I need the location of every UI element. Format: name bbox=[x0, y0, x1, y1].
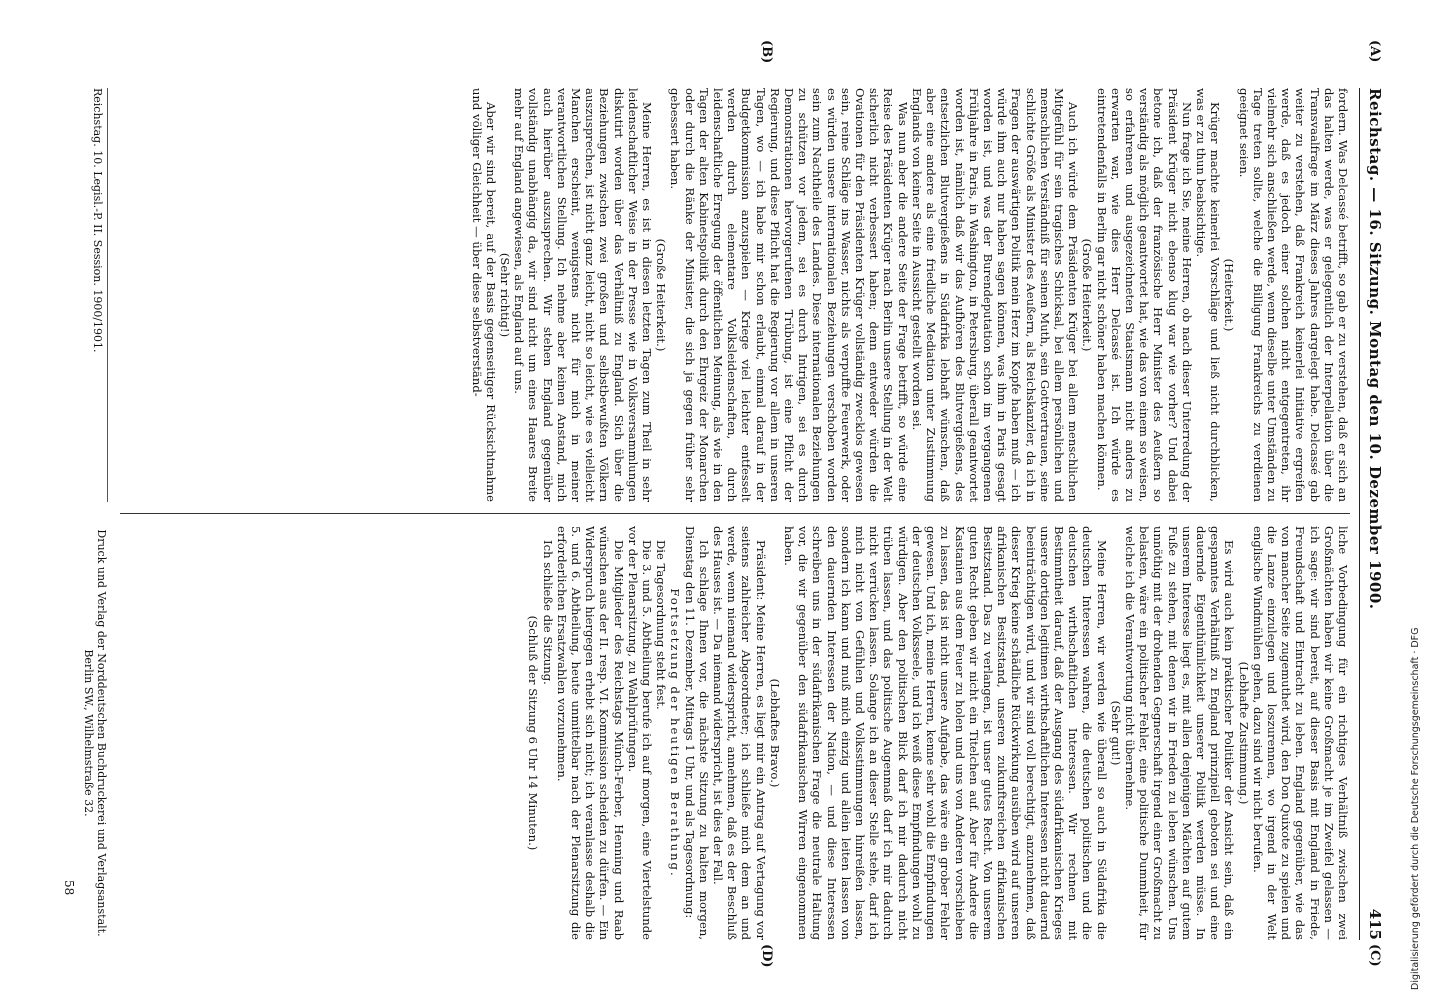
page-number-top: 415 bbox=[1366, 908, 1384, 940]
margin-label-a: (A) bbox=[1367, 40, 1382, 63]
page-header bbox=[1359, 88, 1386, 940]
paragraph: Meine Herren, wir werden wie überall so auch in Südafrika die deutschen Interessen wahren, die deutschen politischen und die deutschen wirthschaftlichen Interessen. Wir rechnen mit Bestimmtheit darauf, daß der Ausgang des südafrikanischen Krieges unsere dortigen legitimen wirthschaftlichen Interessen nicht dauernd beeinträchtigen wird, und wir sind voll berechtigt, anzunehmen, daß dieser Krieg keine schädliche Rückwirkung ausüben wird auf unseren afrikanischen Besitzstand, unseren zukunftsreichen afrikanischen Besitzstand. Das zu verlangen, ist unser gutes Recht. Von unserem guten Recht geben wir nicht ein Titelchen auf. Aber für Andere die Kastanien aus dem Feuer zu holen und uns von Anderen vorschieben zu lassen, das ist nicht unsere Aufgabe, das wäre ein grober Fehler gewesen. Und ich, meine Herren, kenne sehr wohl die Empfindungen der deutschen Volksseele, und ich weiß diese Empfindungen wohl zu würdigen. Aber den politischen Blick darf ich mir dadurch nicht trüben lassen, und das politische Augenmaß darf ich mir dadurch nicht verrücken lassen. Solange ich an dieser Stelle stehe, darf ich mich nicht von Gefühlen und Volksstimmungen hinreißen lassen, sondern ich kann und muß mich einzig und allein leiten lassen von den dauernden Interessen der Nation, — und diese Interessen schreiben uns in der südafrikanischen Frage die neutrale Haltung vor, die wir gegenüber den südafrikanischen Wirren eingenommen haben. bbox=[782, 526, 1109, 940]
dfg-side-note bbox=[1410, 10, 1421, 990]
printer-line-2: Berlin SW., Wilhelmstraße 32. bbox=[82, 649, 95, 817]
agenda-item: Fortsetzung der heutigen Berathung. bbox=[668, 588, 683, 878]
interjection: (Sehr gut!) bbox=[1108, 700, 1123, 766]
right-column bbox=[526, 526, 1350, 940]
footer-session-info: Reichstag. 10. Legisl.-P. II. Session. 1900/1901. bbox=[91, 88, 108, 502]
paragraph: Meine Herren, es ist in diesen letzten Tagen zum Theil in sehr leidenschaftlicher Weise in der Presse wie in Volksversammlungen diskutirt worden über das Verhältniß zu England. Sich über die Beziehungen zwischen zwei großen und selbstbewußten Völkern auszusprechen, ist nicht ganz leicht, nicht so leicht, wie es vielleicht Manchen erscheint, wenigstens nicht für mich in meiner verantwortlichen Stellung. Ich nehme aber keinen Anstand, mich auch hierüber auszusprechen. Wir stehen England gegenüber vollständig unabhängig da, wir sind nicht um eines Haares Breite mehr auf England angewiesen, als England auf uns. bbox=[512, 88, 655, 502]
paragraph: Es wird auch kein praktischer Politiker der Ansicht sein, daß ein gespanntes Verhältniß zu England prinzipiell geboten sei und eine dauernde Eigenthümlichkeit unserer Politik werden müsse. In unserem Interesse liegt es, mit allen denjenigen Mächten auf gutem Fuße zu stehen, mit denen wir in Frieden zu leben wünschen. Uns unnöthig mit der drohenden Gegnerschaft irgend einer Großmacht zu belasten, wäre ein politischer Fehler, eine politische Dummheit, für welche ich die Verantwortung nicht übernehme. bbox=[1122, 526, 1237, 940]
left-column bbox=[469, 88, 1350, 502]
interjection: (Heiterkeit.) bbox=[1222, 258, 1237, 332]
paragraph: Auch ich würde dem Präsidenten Krüger bei allem menschlichen Mitgefühl für sein tragisches Schicksal, bei allem persönlichen und menschlichen Verständniß für seinen Muth, sein Gottvertrauen, seine schlichte Größe als Minister des Aeußern, als Reichskanzler, da ich in Fragen der auswärtigen Politik mein Herz im Kopfe haben muß — ich würde ihm auch nur haben sagen können, was ihm in Paris gesagt worden ist, und was der Burendeputation schon im vergangenen Frühjahre in Paris, in Washington, in Petersburg, überall geantwortet worden ist, nämlich daß wir das Aufhören des Blutvergießens, des entsetzlichen Blutvergießens in Südafrika lebhaft wünschen, daß aber eine andere als eine friedliche Mediation unter Zustimmung Englands von keiner Seite in Aussicht gestellt worden sei. bbox=[909, 88, 1081, 502]
paragraph: Aber wir sind bereit, auf der Basis gegenseitiger Rücksichtnahme und völliger Gleichheit — über diese selbstverständ- bbox=[469, 88, 498, 502]
interjection: (Lebhafte Zustimmung.) bbox=[1236, 661, 1251, 805]
paragraph: fordern. Was Delcassé betrifft, so gab er zu verstehen, daß er sich an das halten werde, was er gelegentlich der Interpellation über die Transvaalfrage im März dieses Jahres dargelegt habe. Delcassé gab weiter zu verstehen, daß Frankreich keinerlei Initiative ergreifen werde, daß es jedoch einer solchen nicht entgegentreten, ihr vielmehr sich anschließen werde, wenn dieselbe unter Umständen zu Tage treten sollte, welche die Billigung Frankreichs zu verdienen geeignet seien. bbox=[1236, 88, 1350, 502]
paragraph: Die Tagesordnung steht fest. bbox=[654, 540, 669, 710]
paragraph: Nun frage ich Sie, meine Herren, ob nach dieser Unterredung der Präsident Krüger nicht ebenso klug war wie vorher? Und dabei betone ich, daß der französische Herr Minister des Aeußern so verständig als möglich geantwortet hat, wie das von einem so weisen, so erfahrenen und ausgezeichneten Staatsmann nicht anders zu erwarten war, wie dies Herr Delcassé ist. Ich würde es eintretendenfalls in Berlin gar nicht schöner haben machen können. bbox=[1094, 88, 1194, 502]
margin-label-b: (B) bbox=[759, 40, 774, 64]
printer-line-1: Druck und Verlag der Norddeutschen Buchdruckerei und Verlagsanstalt. bbox=[95, 529, 108, 937]
dfg-note-text: Digitalisierung gefördert durch die Deutsche Forschungsgemeinschaft · DFG bbox=[1410, 627, 1421, 990]
paragraph: Was nun aber die andere Seite der Frage betrifft, so würde eine Reise des Präsidenten Krüger nach Berlin unsere Stellung in der Welt sicherlich nicht verbessert haben; denn entweder würden die Ovationen für den Präsidenten Krüger vollständig zwecklos gewesen sein, reine Schläge ins Wasser, nichts als verpuffte Feuerwerk, oder es würden unsere internationalen Beziehungen verschoben worden sein zum Nachtheile des Landes. Diese internationalen Beziehungen zu schützen vor jedem, sei es durch Intrigen, sei es durch Demonstrationen hervorgerufenen Trübung, ist eine Pflicht der Regierung, und diese Pflicht hat die Regierung vor allem in unseren Tagen, wo — ich habe mir schon erlaubt, einmal darauf in der Budgetkommission anzuspielen — Kriege viel leichter entfesselt werden durch elementare Volksleidenschaften, durch leidenschaftliche Erregung der öffentlichen Meinung, als wie in den Tagen der alten Kabinetspolitik durch den Ehrgeiz der Monarchen oder durch die Ränke der Minister, die sich ja gegen früher sehr gebessert haben. bbox=[668, 88, 910, 502]
page-number-bottom: 58 bbox=[62, 880, 76, 896]
header-title: Reichstag. — 16. Sitzung. Montag den 10. Dezember 1900. bbox=[1366, 88, 1384, 610]
president-statement: Präsident: Meine Herren, es liegt mir ein Antrag auf Vertagung vor seitens zahlreicher Abgeordneter; ich schließe mich dem an und werde, wenn niemand widerspricht, annehmen, daß es der Beschluß des Hauses ist. — Da niemand widerspricht, ist dies der Fall. bbox=[711, 526, 768, 940]
paragraph: Die Mitglieder des Reichstags Münch-Ferber, Henning und Raab wünschen aus der II. resp. VI. Kommission scheiden zu dürfen. — Ein Widerspruch hiergegen erhebt sich nicht; ich veranlasse deshalb die 5. und 6. Abtheilung, heute unmittelbar nach der Plenarsitzung die erforderlichen Ersatzwahlen vorzunehmen. bbox=[554, 526, 626, 940]
paragraph: Die 3. und 5. Abtheilung berufe ich auf morgen, eine Viertelstunde vor der Plenarsitzung, zu Wahlprüfungen. bbox=[625, 526, 655, 940]
paragraph: Ich schließe die Sitzung. bbox=[540, 540, 555, 685]
paragraph: Krüger machte keinerlei Vorschläge und ließ nicht durchblicken, was er zu thun beabsichtige. bbox=[1193, 88, 1223, 502]
interjection: (Große Heiterkeit.) bbox=[654, 238, 669, 352]
paragraph: Ich schlage Ihnen vor, die nächste Sitzung zu halten morgen, Dienstag den 11. Dezember, Mittags 1 Uhr, und als Tagesordnung: bbox=[682, 526, 711, 940]
interjection: (Lebhaftes Bravo.) bbox=[767, 678, 782, 788]
interjection: (Sehr richtig!) bbox=[498, 252, 513, 338]
margin-label-d: (D) bbox=[759, 944, 774, 968]
interjection: (Große Heiterkeit.) bbox=[1080, 238, 1095, 352]
footer-printer bbox=[82, 526, 108, 940]
column-divider bbox=[120, 513, 1350, 514]
margin-label-c: (C) bbox=[1367, 944, 1382, 967]
paragraph: liche Vorbedingung für ein richtiges Verhältniß zwischen zwei Großmächten haben wir keine Großmacht je im Zweifel gelassen — ich sage: wir sind bereit, auf dieser Basis mit England in Friede, Freundschaft und Eintracht zu leben. England gegenüber, wie das von mancher Seite zugemuthet wird, den Don Quixote zu spielen und die Lanze einzulegen und loszurennen, wo irgend in der Welt englische Windmühlen gehen, dazu sind wir nicht berufen. bbox=[1250, 526, 1350, 940]
session-close: (Schluß der Sitzung 6 Uhr 14 Minuten.) bbox=[526, 615, 541, 851]
